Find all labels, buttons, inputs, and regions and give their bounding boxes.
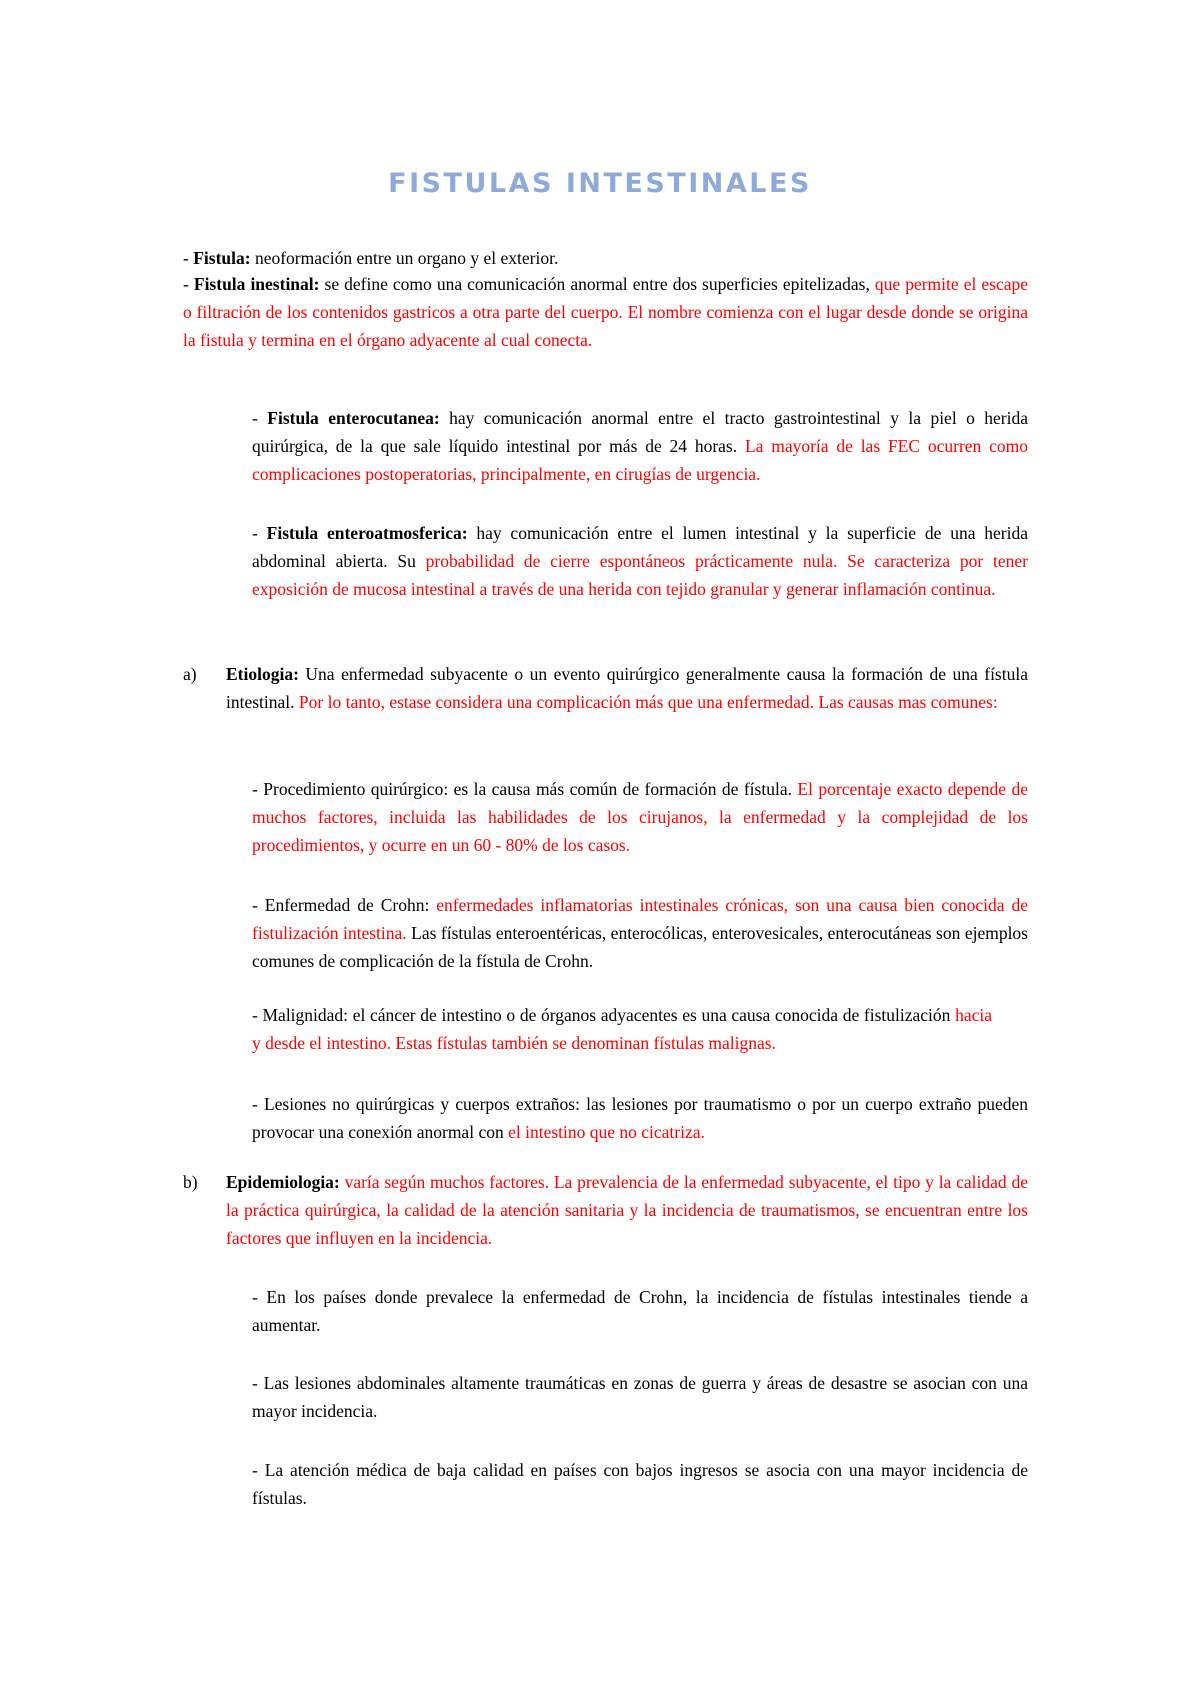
cause-text: - Procedimiento quirúrgico: es la causa más común de formación de fístula.: [252, 779, 798, 799]
dash: -: [183, 274, 194, 294]
cause-item: [252, 891, 1028, 975]
term: Etiologia:: [226, 664, 299, 684]
cause-text-after: Las fístulas enteroentéricas, enterocólicas, enterovesicales, enterocutáneas son ejemplos comunes de complicación de la fístula de Crohn.: [252, 923, 1028, 971]
definition-fistula-intestinal: [183, 270, 1028, 354]
definition-text: se define como una comunicación anormal entre dos superficies epitelizadas,: [319, 274, 875, 294]
cause-text: - Lesiones no quirúrgicas y cuerpos extraños: las lesiones por traumatismo o por un cuerpo extraño pueden provocar una conexión anormal con: [252, 1094, 1028, 1142]
section-highlight: Por lo tanto, estase considera una complicación más que una enfermedad. Las causas mas comunes:: [298, 692, 998, 712]
dash: -: [183, 248, 194, 268]
section-text: Una enfermedad subyacente o un evento quirúrgico generalmente causa la formación de una fístula intestinal.: [226, 664, 1028, 712]
term: Fistula:: [193, 248, 251, 268]
cause-text: - Enfermedad de Crohn:: [252, 895, 437, 915]
cause-highlight: El porcentaje exacto depende de muchos factores, incluida las habilidades de los cirujanos, la enfermedad y la complejidad de los procedimientos, y ocurre en un 60 - 80% de los casos.: [252, 779, 1028, 855]
dash: -: [252, 408, 268, 428]
cause-text: - Malignidad: el cáncer de intestino o de órganos adyacentes es una causa conocida de fistulización: [252, 1005, 956, 1025]
list-marker-a: a): [183, 664, 197, 684]
cause-item: [252, 775, 1028, 859]
definition-fistula: [183, 244, 1028, 272]
fistula-enteroatmosferica: [183, 519, 1028, 603]
page-title: FISTULAS INTESTINALES: [388, 168, 812, 199]
section-etiologia: [226, 660, 1028, 716]
definition-text: neoformación entre un organo y el exterior.: [250, 248, 559, 268]
term: Fistula enteroatmosferica:: [266, 523, 468, 543]
cause-highlight: enfermedades inflamatorias intestinales crónicas, son una causa bien conocida de fistulización intestina.: [252, 895, 1029, 943]
cause-highlight: el intestino que no cicatriza.: [508, 1122, 705, 1142]
term: Fistula inestinal:: [193, 274, 320, 294]
term: Fistula enterocutanea:: [267, 408, 440, 428]
definition-highlight: probabilidad de cierre espontáneos prácticamente nula. Se caracteriza por tener exposición de mucosa intestinal a través de una herida con tejido granular y generar inflamación continua.: [252, 551, 1028, 599]
dash: -: [252, 523, 267, 543]
definition-text: hay comunicación anormal entre el tracto gastrointestinal y la piel o herida quirúrgica, de la que sale líquido intestinal por más de 24 horas.: [252, 408, 1029, 456]
cause-item: [252, 1090, 1028, 1146]
epidemiology-item: - En los países donde prevalece la enfermedad de Crohn, la incidencia de fístulas intestinales tiende a aumentar.: [252, 1287, 1028, 1335]
section-highlight: varía según muchos factores. La prevalencia de la enfermedad subyacente, el tipo y la calidad de la práctica quirúrgica, la calidad de la atención sanitaria y la incidencia de traumatismos, se encuentran entre los factores que influyen en la incidencia.: [226, 1172, 1028, 1248]
cause-item: [252, 1001, 992, 1057]
epidemiology-item: - Las lesiones abdominales altamente traumáticas en zonas de guerra y áreas de desastre se asocian con una mayor incidencia.: [252, 1373, 1028, 1421]
term: Epidemiologia:: [226, 1172, 340, 1192]
list-marker-b: b): [183, 1172, 198, 1192]
epidemiology-item: - La atención médica de baja calidad en países con bajos ingresos se asocia con una mayor incidencia de fístulas.: [252, 1460, 1028, 1508]
cause-highlight: hacia y desde el intestino. Estas fístulas también se denominan fístulas malignas.: [252, 1005, 992, 1053]
section-epidemiologia: [226, 1168, 1028, 1252]
definition-highlight: La mayoría de las FEC ocurren como complicaciones postoperatorias, principalmente, en cirugías de urgencia.: [252, 436, 1028, 484]
definition-text: hay comunicación entre el lumen intestinal y la superficie de una herida abdominal abierta. Su: [252, 523, 1028, 571]
definition-highlight: que permite el escape o filtración de los contenidos gastricos a otra parte del cuerpo. El nombre comienza con el lugar desde donde se origina la fistula y termina en el órgano adyacente al cual conecta.: [183, 274, 1028, 350]
fistula-enterocutanea: [252, 404, 1028, 488]
fea-body: [183, 519, 1028, 603]
